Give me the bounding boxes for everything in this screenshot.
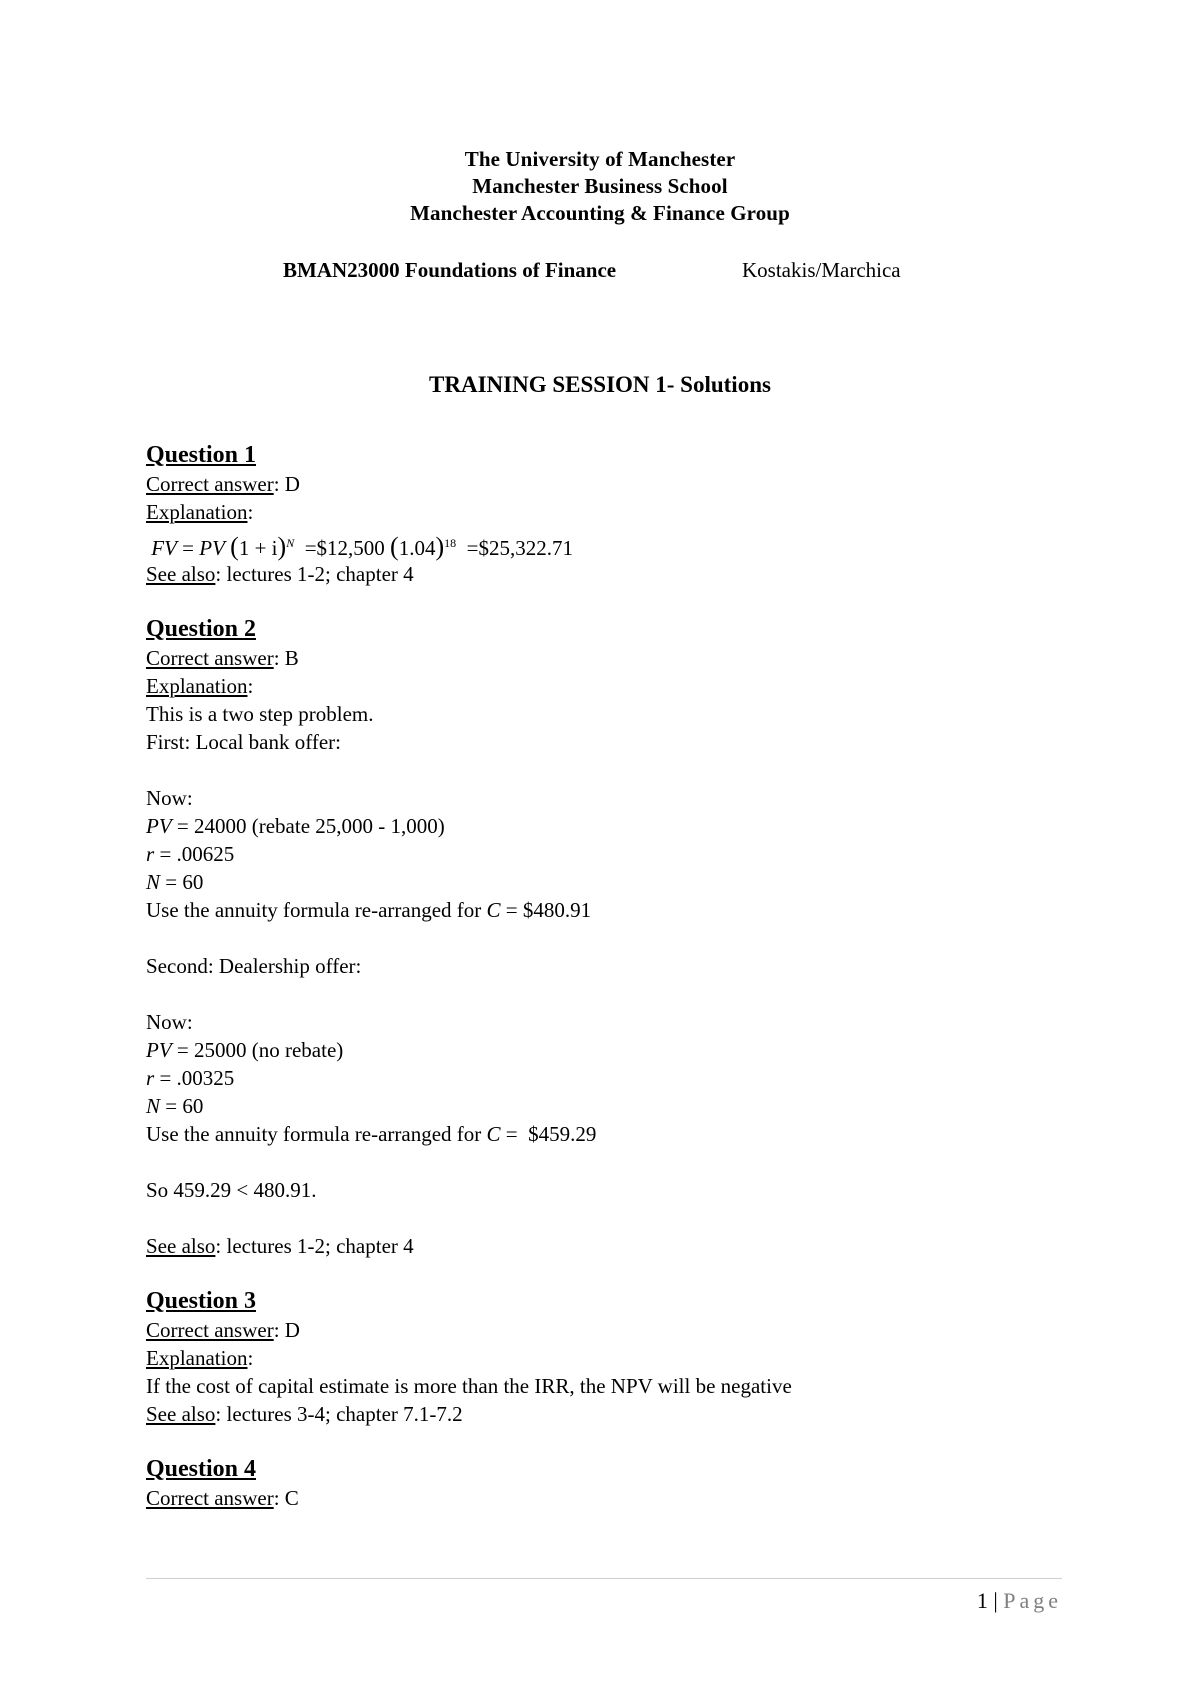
var-r: r [146, 1066, 155, 1090]
lecturer-names: Kostakis/Marchica [742, 258, 901, 282]
formula-pv: PV [199, 536, 225, 560]
session-title: TRAINING SESSION 1- Solutions [429, 372, 771, 397]
page-number: 1 [976, 1588, 988, 1613]
n-value: = 60 [165, 1094, 204, 1118]
see-also-text: : lectures 3-4; chapter 7.1-7.2 [215, 1402, 463, 1426]
var-r: r [146, 842, 155, 866]
footer-separator: | [993, 1588, 998, 1613]
n-line [146, 868, 1086, 896]
var-c: C [486, 898, 501, 922]
see-also-label: See also [146, 1234, 216, 1258]
question-4-answer: Correct answer: C [146, 1486, 299, 1510]
course-title: BMAN23000 Foundations of Finance [283, 258, 617, 282]
formula-base: 1 + i [238, 536, 278, 560]
university-name: The University of Manchester [464, 147, 736, 171]
explanation-line: If the cost of capital estimate is more than the IRR, the NPV will be negative [146, 1374, 792, 1398]
answer-value: D [284, 472, 300, 496]
question-3-explanation-label: Explanation: [146, 1346, 254, 1370]
pv-value: = 25000 (no rebate) [176, 1038, 344, 1062]
answer-value: B [284, 646, 299, 670]
explanation-line: Second: Dealership offer: [146, 954, 362, 978]
group-name: Manchester Accounting & Finance Group [410, 201, 790, 225]
pv-line [146, 812, 1086, 840]
annuity-line [146, 896, 1086, 924]
page-word: Page [1003, 1588, 1062, 1613]
r-value: = .00625 [159, 842, 235, 866]
var-pv: PV [146, 1038, 172, 1062]
c-value: = $480.91 [505, 898, 592, 922]
correct-answer-label: Correct answer [146, 646, 274, 670]
pv-value: = 24000 (rebate 25,000 - 1,000) [176, 814, 445, 838]
question-3-heading: Question 3 [146, 1288, 257, 1314]
explanation-line: Now: [146, 786, 193, 810]
school-name: Manchester Business School [472, 174, 728, 198]
var-pv: PV [146, 814, 172, 838]
see-also-text: : lectures 1-2; chapter 4 [215, 1234, 414, 1258]
formula-exponent-n: N [286, 536, 295, 550]
question-2-explanation-label: Explanation: [146, 674, 254, 698]
explanation-label: Explanation [146, 1346, 248, 1370]
page-footer [977, 1588, 1062, 1614]
see-also-text: : lectures 1-2; chapter 4 [215, 562, 414, 586]
explanation-line: This is a two step problem. [146, 702, 374, 726]
question-3-see-also [146, 1400, 1086, 1428]
explanation-line: First: Local bank offer: [146, 730, 341, 754]
explanation-line: Now: [146, 1010, 193, 1034]
question-3-answer: Correct answer: D [146, 1318, 300, 1342]
question-1-heading: Question 1 [146, 442, 257, 468]
question-2-heading: Question 2 [146, 616, 257, 642]
formula-result: =$25,322.71 [466, 536, 573, 560]
annuity-text: Use the annuity formula re-arranged for [146, 898, 482, 922]
r-value: = .00325 [159, 1066, 235, 1090]
question-1-explanation-label: Explanation: [146, 500, 254, 524]
formula-exponent-18: 18 [444, 536, 457, 550]
question-4-heading: Question 4 [146, 1456, 257, 1482]
future-value-formula: FV = PV $(1 + i)^N$ =$12,500 $(1.04)^{18}$ =$25,322.71 [151, 532, 573, 561]
n-line [146, 1092, 1086, 1120]
footer-divider [146, 1578, 1062, 1579]
question-1-see-also [146, 560, 1086, 588]
comparison-line: So 459.29 < 480.91. [146, 1178, 317, 1202]
answer-value: D [284, 1318, 300, 1342]
r-line [146, 1064, 1086, 1092]
see-also-label: See also [146, 1402, 216, 1426]
annuity-text: Use the annuity formula re-arranged for [146, 1122, 482, 1146]
var-n: N [146, 1094, 161, 1118]
question-1-answer: Correct answer: D [146, 472, 300, 496]
explanation-label: Explanation [146, 500, 248, 524]
pv-line [146, 1036, 1086, 1064]
explanation-label: Explanation [146, 674, 248, 698]
correct-answer-label: Correct answer [146, 472, 274, 496]
question-2-answer: Correct answer: B [146, 646, 299, 670]
n-value: = 60 [165, 870, 204, 894]
answer-value: C [284, 1486, 299, 1510]
see-also-label: See also [146, 562, 216, 586]
correct-answer-label: Correct answer [146, 1486, 274, 1510]
question-2-see-also [146, 1232, 1086, 1260]
institution-header [0, 146, 1200, 227]
formula-fv: FV [151, 536, 177, 560]
solutions-body [146, 440, 1086, 1512]
formula-eq1: =$12,500 [304, 536, 385, 560]
r-line [146, 840, 1086, 868]
var-c: C [486, 1122, 501, 1146]
annuity-line [146, 1120, 1086, 1148]
correct-answer-label: Correct answer [146, 1318, 274, 1342]
c-value: = $459.29 [505, 1122, 597, 1146]
var-n: N [146, 870, 161, 894]
formula-base2: 1.04 [398, 536, 436, 560]
